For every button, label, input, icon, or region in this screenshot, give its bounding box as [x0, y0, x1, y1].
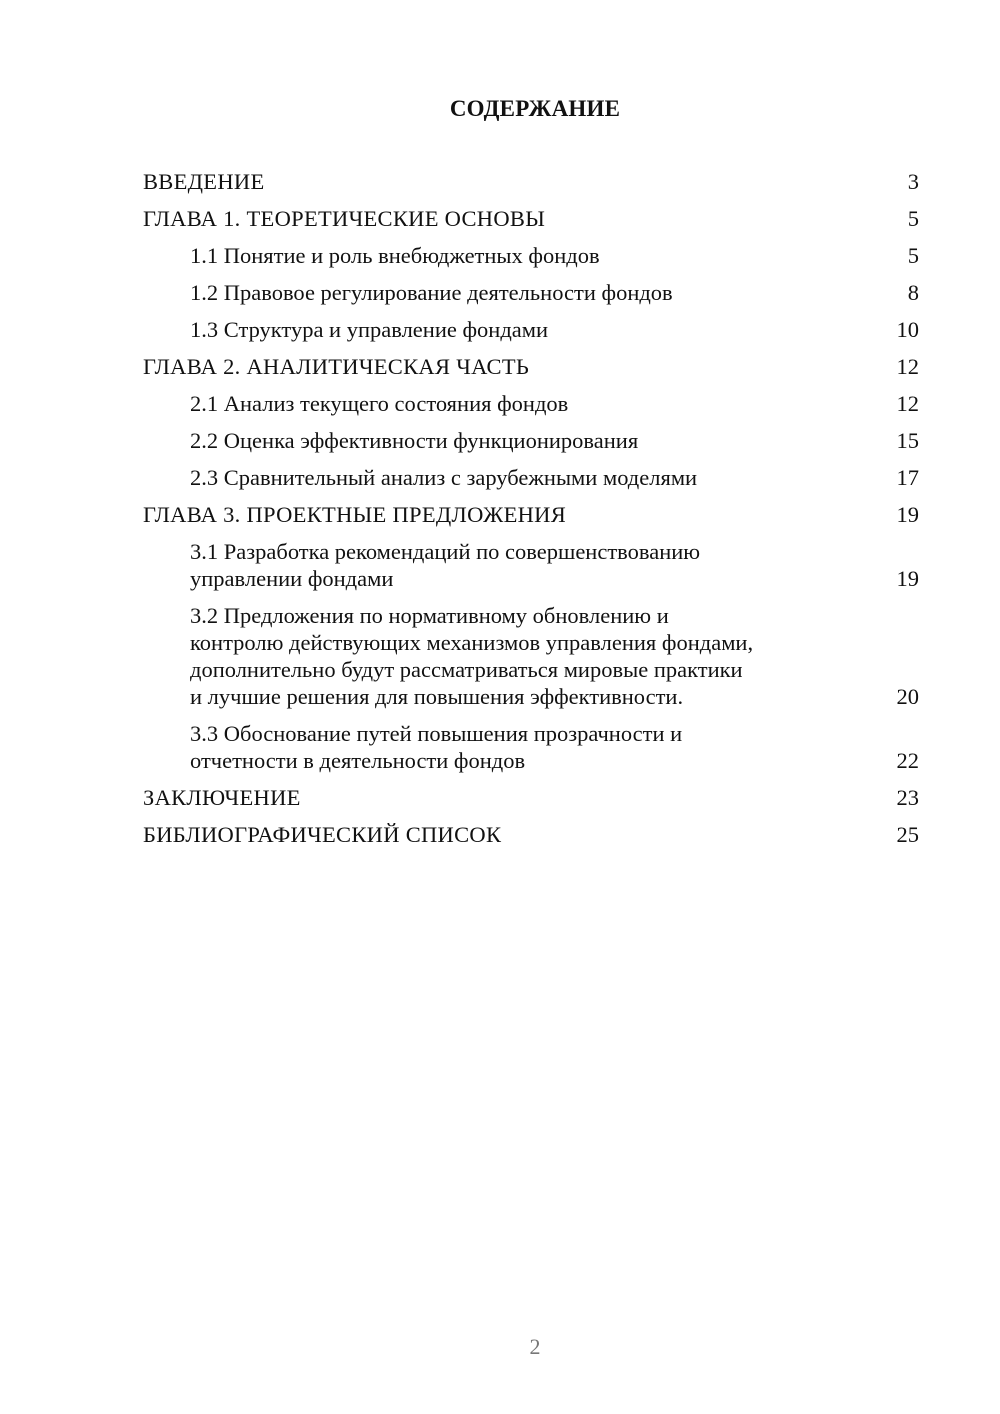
- toc-entry-title: [143, 784, 301, 811]
- toc-entry-page-number: 22: [896, 748, 919, 773]
- toc-chapter-entry: [143, 353, 919, 380]
- toc-chapter-entry: [143, 205, 919, 232]
- toc-entry-title-line: 2.1 Анализ текущего состояния фондов: [190, 391, 569, 416]
- toc-entry-title: [143, 242, 600, 269]
- toc-section-entry: [143, 538, 919, 592]
- page-number: 2: [529, 1334, 541, 1359]
- toc-entry-title-line: 1.3 Структура и управление фондами: [190, 317, 549, 342]
- toc-entry-page-number: 17: [896, 465, 919, 490]
- toc-entry-title: [143, 427, 638, 454]
- toc-chapter-entry: [143, 501, 919, 528]
- toc-entry-title: [143, 538, 700, 592]
- toc-entry-title: [143, 316, 548, 343]
- toc-section-entry: [143, 464, 919, 491]
- toc-section-entry: [143, 242, 919, 269]
- toc-entry-title-line: 2.2 Оценка эффективности функционирования: [190, 428, 639, 453]
- toc-chapter-entry: [143, 168, 919, 195]
- toc-section-entry: [143, 720, 919, 774]
- toc-entry-title: [143, 279, 673, 306]
- toc-title: СОДЕРЖАНИЕ: [449, 96, 621, 121]
- toc-entry-title-line: БИБЛИОГРАФИЧЕСКИЙ СПИСОК: [143, 822, 502, 847]
- toc-entry-title-line: дополнительно будут рассматриваться мировые практики: [190, 657, 743, 682]
- toc-entry-title-line: 3.2 Предложения по нормативному обновлению и: [190, 603, 669, 628]
- toc-entry-page-number: 19: [896, 566, 919, 591]
- toc-entry-title: [143, 720, 682, 774]
- toc-section-entry: [143, 279, 919, 306]
- toc-entry-page-number: 5: [907, 206, 919, 231]
- toc-entry-page-number: 12: [896, 354, 919, 379]
- toc-chapter-entry: [143, 821, 919, 848]
- toc-entry-title-line: ГЛАВА 1. ТЕОРЕТИЧЕСКИЕ ОСНОВЫ: [143, 206, 546, 231]
- toc-entry-page-number: 19: [896, 502, 919, 527]
- toc-section-entry: [143, 390, 919, 417]
- toc-entry-title: [143, 464, 697, 491]
- toc-entry-title: [143, 353, 529, 380]
- toc-chapter-entry: [143, 784, 919, 811]
- toc-entry-page-number: 23: [896, 785, 919, 810]
- toc-entry-title-line: ВВЕДЕНИЕ: [143, 169, 265, 194]
- toc-entry-title: [143, 821, 501, 848]
- toc-section-entry: [143, 316, 919, 343]
- toc-entry-title-line: 1.2 Правовое регулирование деятельности фондов: [190, 280, 673, 305]
- toc-entry-title-line: 3.1 Разработка рекомендаций по совершенствованию: [190, 539, 701, 564]
- toc-entry-title: [143, 501, 566, 528]
- toc-section-entry: [143, 602, 919, 710]
- toc-entry-title-line: ГЛАВА 2. АНАЛИТИЧЕСКАЯ ЧАСТЬ: [143, 354, 530, 379]
- toc-entry-title-line: контролю действующих механизмов управления фондами,: [190, 630, 754, 655]
- toc-entry-title-line: отчетности в деятельности фондов: [190, 748, 526, 773]
- toc-entry-title: [143, 168, 265, 195]
- toc-entry-title: [143, 390, 568, 417]
- toc-entry-page-number: 15: [896, 428, 919, 453]
- toc-entry-page-number: 8: [907, 280, 919, 305]
- toc-entry-title-line: 1.1 Понятие и роль внебюджетных фондов: [190, 243, 600, 268]
- toc-entry-title: [143, 205, 545, 232]
- toc-entry-page-number: 25: [896, 822, 919, 847]
- toc-entry-title-line: управлении фондами: [190, 566, 394, 591]
- table-of-contents: [143, 168, 919, 858]
- toc-section-entry: [143, 427, 919, 454]
- toc-entry-page-number: 5: [907, 243, 919, 268]
- toc-entry-title-line: ЗАКЛЮЧЕНИЕ: [143, 785, 301, 810]
- toc-entry-title: [143, 602, 753, 710]
- toc-entry-title-line: 3.3 Обоснование путей повышения прозрачности и: [190, 721, 683, 746]
- toc-entry-page-number: 3: [907, 169, 919, 194]
- toc-entry-page-number: 10: [896, 317, 919, 342]
- toc-entry-page-number: 20: [896, 684, 919, 709]
- toc-entry-title-line: 2.3 Сравнительный анализ с зарубежными моделями: [190, 465, 698, 490]
- toc-entry-page-number: 12: [896, 391, 919, 416]
- toc-entry-title-line: и лучшие решения для повышения эффективности.: [190, 684, 684, 709]
- toc-entry-title-line: ГЛАВА 3. ПРОЕКТНЫЕ ПРЕДЛОЖЕНИЯ: [143, 502, 567, 527]
